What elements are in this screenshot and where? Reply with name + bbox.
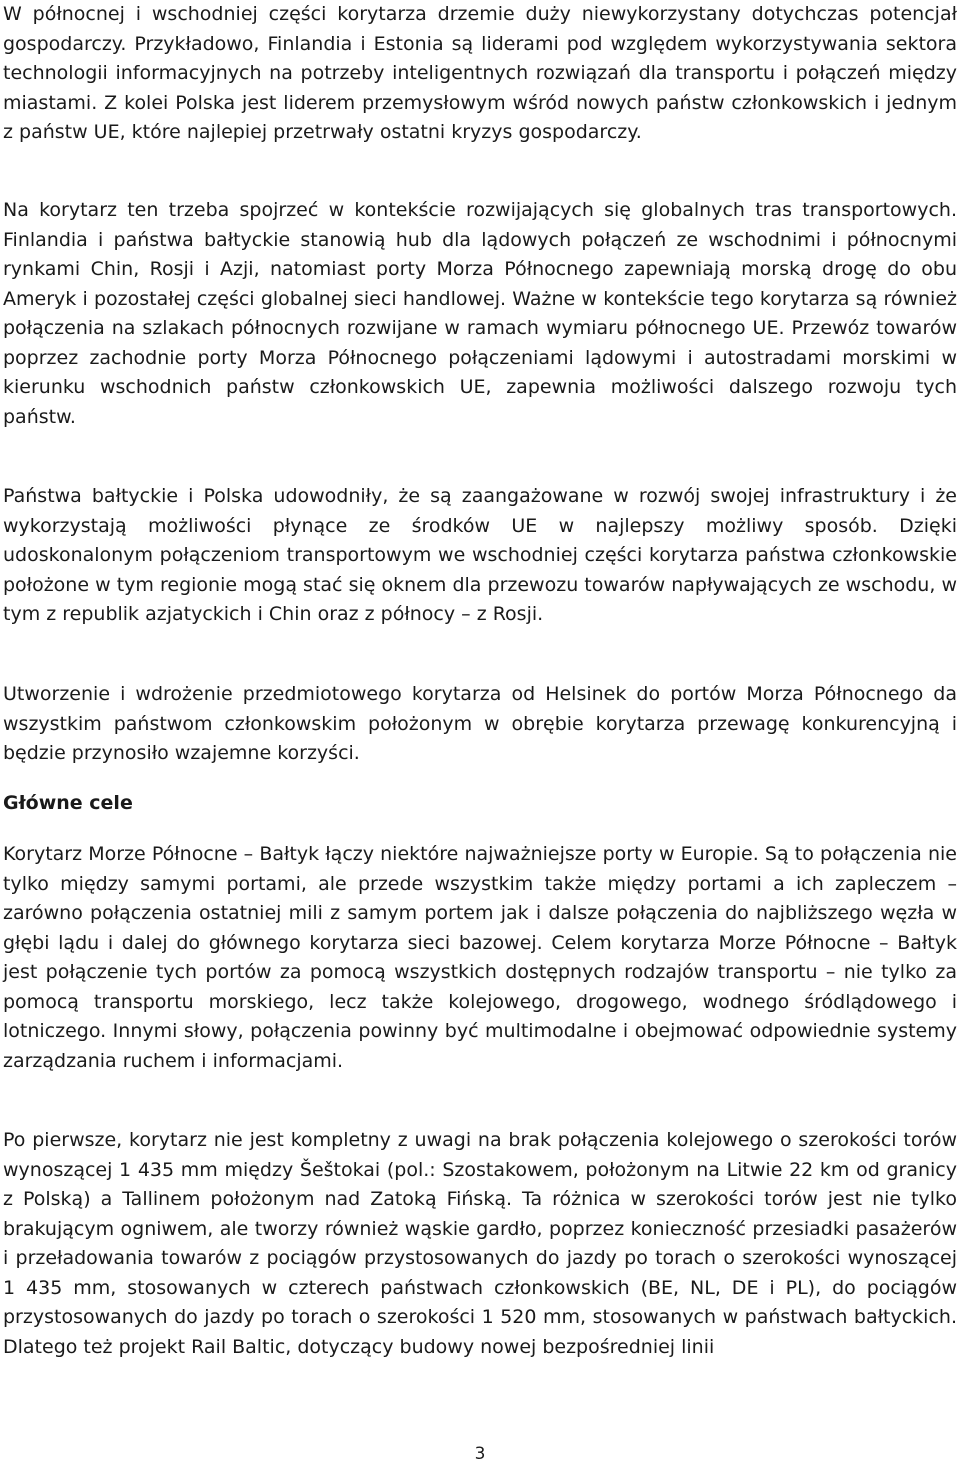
paragraph-1: W północnej i wschodniej części korytarza drzemie duży niewykorzystany dotychczas potencjał gospodarczy. Przykładowo, Finlandia i Estonia są liderami pod względem wykorzystywania sektora technologii informacyjnych na potrzeby inteligentnych rozwiązań dla transportu i połączeń między miastami. Z kolei Polska jest liderem przemysłowym wśród nowych państw członkowskich i jednym z państw UE, które najlepiej przetrwały ostatni kryzys gospodarczy. <box>3 3 957 143</box>
paragraph-4: Utworzenie i wdrożenie przedmiotowego korytarza od Helsinek do portów Morza Północnego da wszystkim państwom członkowskim położonym w obrębie korytarza przewagę konkurencyjną i będzie przynosiło wzajemne korzyści. <box>3 683 957 764</box>
paragraph-3: Państwa bałtyckie i Polska udowodniły, że są zaangażowane w rozwój swojej infrastruktury i że wykorzystają możliwości płynące ze środków UE w najlepszy możliwy sposób. Dzięki udoskonalonym połączeniom transportowym we wschodniej części korytarza państwa członkowskie położone w tym regionie mogą stać się oknem dla przewozu towarów napływających ze wschodu, w tym z republik azjatyckich i Chin oraz z północy – z Rosji. <box>3 485 957 625</box>
page-number: 3 <box>474 1444 486 1464</box>
paragraph-2: Na korytarz ten trzeba spojrzeć w kontekście rozwijających się globalnych tras transportowych. Finlandia i państwa bałtyckie stanowią hub dla lądowych połączeń ze wschodnimi i północnymi rynkami Chin, Rosji i Azji, natomiast porty Morza Północnego zapewniają morską drogę do obu Ameryk i pozostałej części globalnej sieci handlowej. Ważne w kontekście tego korytarza są również połączenia na szlakach północnych rozwijane w ramach wymiaru północnego UE. Przewóz towarów poprzez zachodnie porty Morza Północnego połączeniami lądowymi i autostradami morskimi w kierunku wschodnich państw członkowskich UE, zapewnia możliwości dalszego rozwoju tych państw. <box>3 199 957 428</box>
paragraph-6: Po pierwsze, korytarz nie jest kompletny z uwagi na brak połączenia kolejowego o szerokości torów wynoszącej 1 435 mm między Šeštokai (pol.: Szostakowem, położonym na Litwie 22 km od granicy z Polską) a Tallinem położonym nad Zatoką Fińską. Ta różnica w szerokości torów jest nie tylko brakującym ogniwem, ale tworzy również wąskie gardło, poprzez konieczność przesiadki pasażerów i przeładowania towarów z pociągów przystosowanych do jazdy po torach o szerokości wynoszącej 1 435 mm, stosowanych w czterech państwach członkowskich (BE, NL, DE i PL), do pociągów przystosowanych do jazdy po torach o szerokości 1 520 mm, stosowanych w państwach bałtyckich. Dlatego też projekt Rail Baltic, dotyczący budowy nowej bezpośredniej linii <box>3 1129 957 1358</box>
section-heading: Główne cele <box>3 792 133 814</box>
paragraph-5: Korytarz Morze Północne – Bałtyk łączy niektóre najważniejsze porty w Europie. Są to połączenia nie tylko między samymi portami, ale przede wszystkim także między portami a ich zapleczem – zarówno połączenia ostatniej mili z samym portem jak i dalsze połączenia do najbliższego węzła w głębi lądu i dalej do głównego korytarza sieci bazowej. Celem korytarza Morze Północne – Bałtyk jest połączenie tych portów za pomocą wszystkich dostępnych rodzajów transportu – nie tylko za pomocą transportu morskiego, lecz także kolejowego, drogowego, wodnego śródlądowego i lotniczego. Innymi słowy, połączenia powinny być multimodalne i obejmować odpowiednie systemy zarządzania ruchem i informacjami. <box>3 843 957 1072</box>
